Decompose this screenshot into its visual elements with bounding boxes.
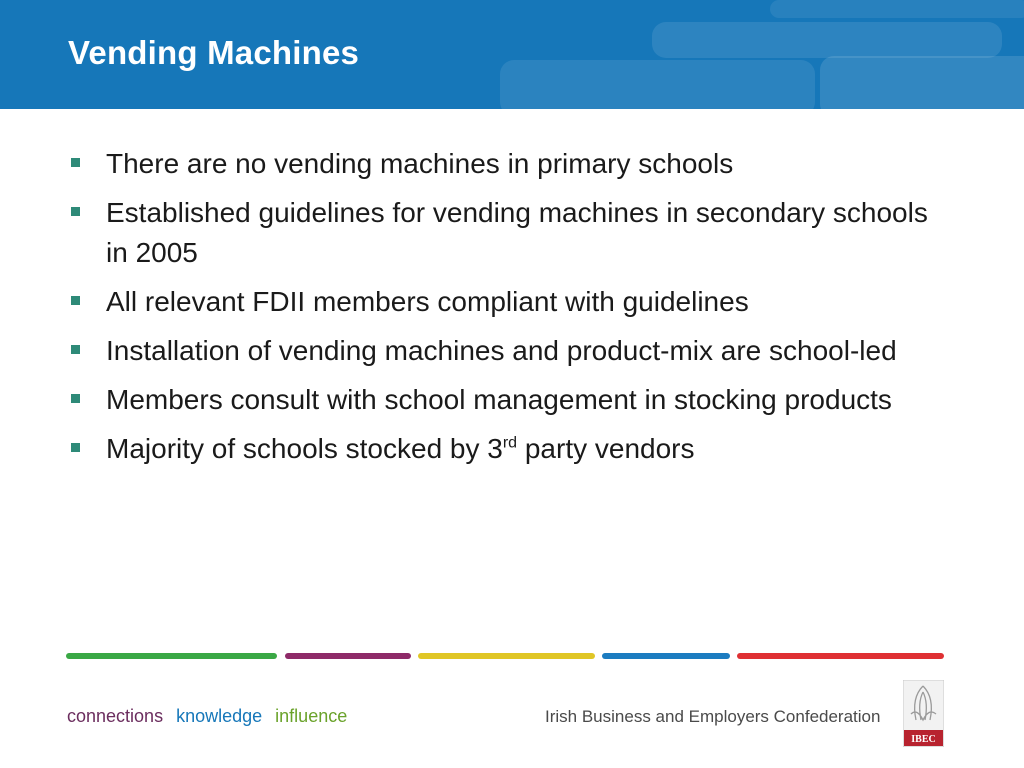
header-decoration	[652, 22, 1002, 58]
square-bullet-icon	[71, 207, 80, 216]
ordinal-superscript: rd	[502, 434, 518, 452]
organization-name: Irish Business and Employers Confederation	[545, 707, 881, 726]
square-bullet-icon	[71, 394, 80, 403]
tagline-word: connections	[67, 706, 164, 726]
header-decoration	[500, 60, 815, 109]
header-decoration	[820, 56, 1024, 109]
divider-purple	[285, 653, 411, 659]
square-bullet-icon	[71, 158, 80, 167]
tagline-word: knowledge	[176, 706, 263, 726]
bullet-text: Members consult with school management in stocking products	[106, 384, 892, 415]
bullet-text-start: Majority of schools stocked by 3	[106, 433, 503, 464]
bullet-item	[70, 429, 950, 469]
divider-blue	[602, 653, 730, 659]
divider-yellow	[418, 653, 595, 659]
bullet-text-end: party vendors	[517, 433, 695, 464]
bullet-item	[70, 144, 950, 184]
bullet-text: Installation of vending machines and product-mix are school-led	[106, 335, 897, 366]
logo-text: IBEC	[911, 734, 936, 745]
divider-green	[66, 653, 277, 659]
bullet-text: There are no vending machines in primary schools	[106, 148, 734, 179]
square-bullet-icon	[71, 296, 80, 305]
header-decoration	[770, 0, 1024, 18]
square-bullet-icon	[71, 443, 80, 452]
bullet-item	[70, 380, 950, 420]
bullet-list	[70, 144, 950, 478]
bullet-text: Established guidelines for vending machines in secondary schools in 2005	[106, 197, 928, 268]
bullet-text	[106, 433, 695, 464]
square-bullet-icon	[71, 345, 80, 354]
ibec-logo	[903, 680, 944, 747]
slide-header	[0, 0, 1024, 109]
slide-title: Vending Machines	[68, 34, 360, 71]
bullet-item	[70, 193, 950, 273]
tagline-word: influence	[275, 706, 348, 726]
bullet-item	[70, 331, 950, 371]
bullet-text: All relevant FDII members compliant with guidelines	[106, 286, 749, 317]
footer-tagline	[67, 706, 355, 727]
divider-red	[737, 653, 944, 659]
bullet-item	[70, 282, 950, 322]
